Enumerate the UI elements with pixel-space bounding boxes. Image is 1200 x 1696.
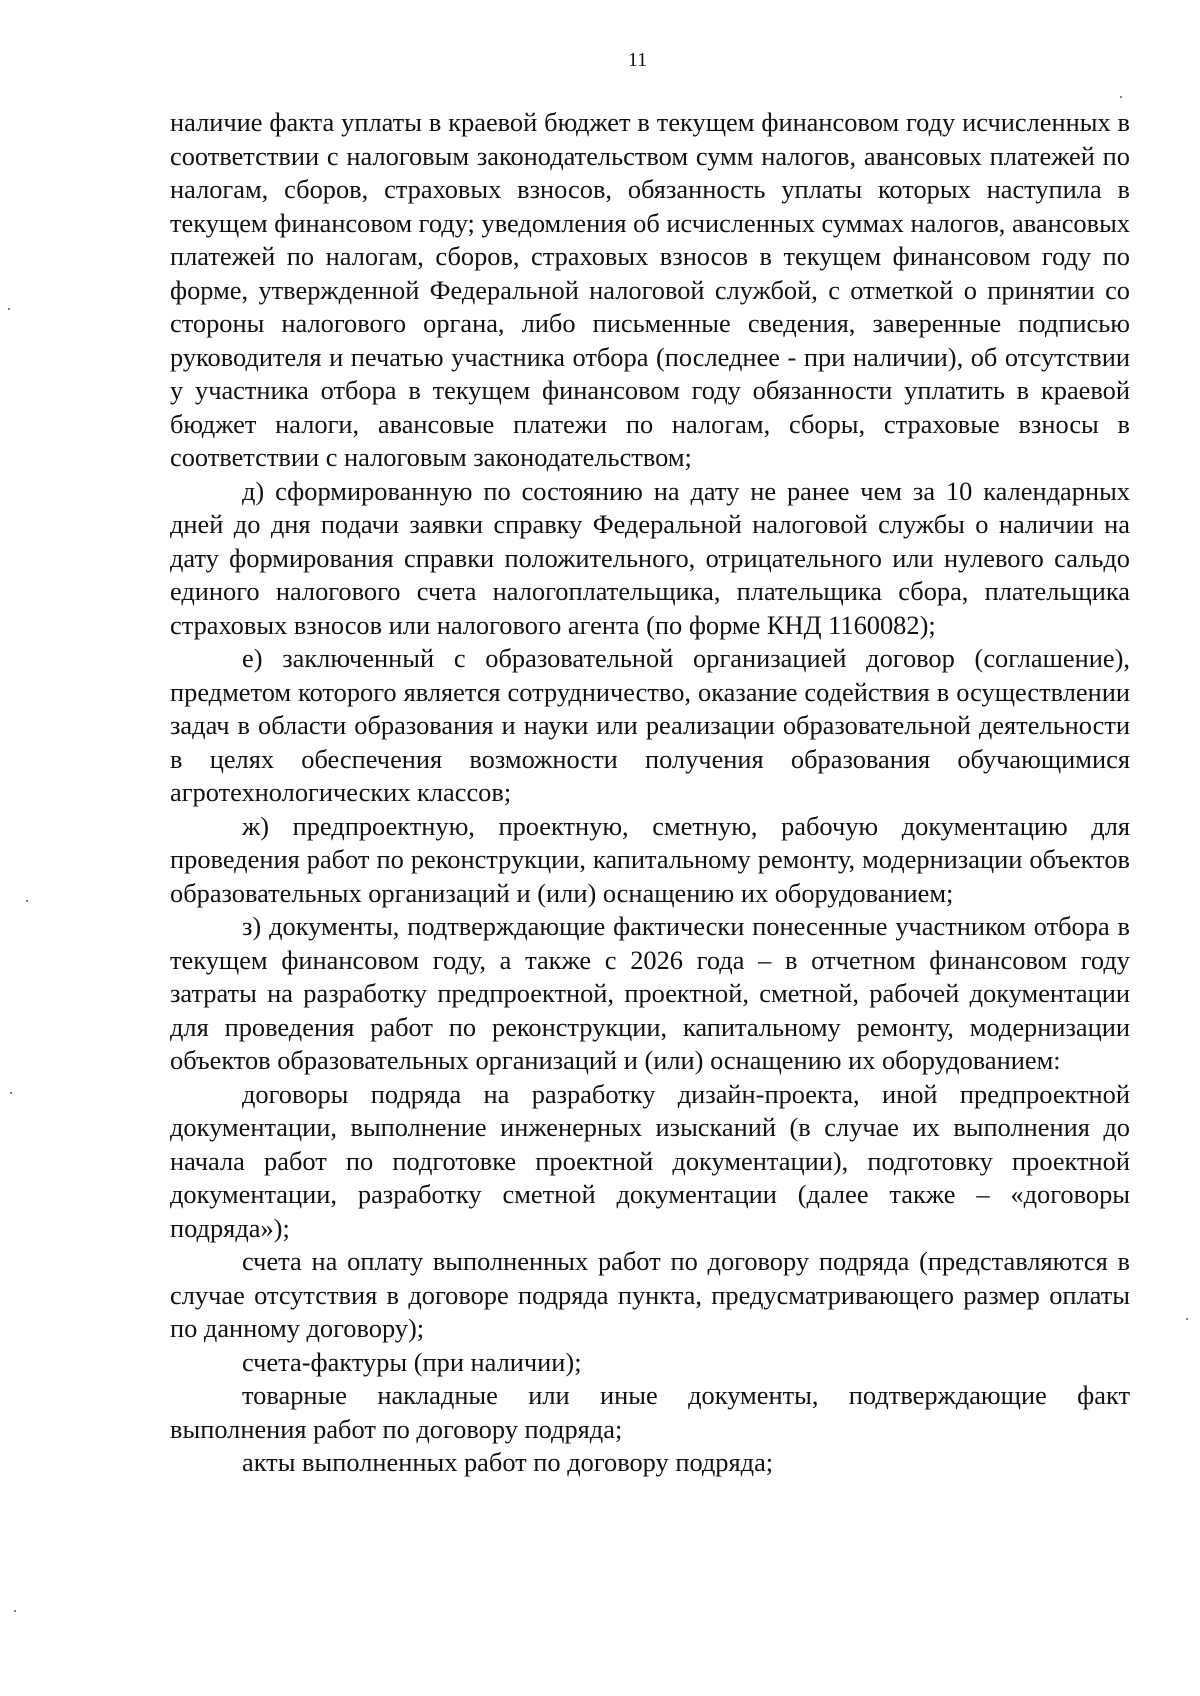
paragraph-payment-invoices: счета на оплату выполненных работ по договору подряда (представляются в случае отсутствия в договоре подряда пункта, предусматривающего размер оплаты по данному договору); (170, 1246, 1130, 1343)
scan-speck (1120, 96, 1122, 98)
scan-speck (10, 1092, 12, 1094)
paragraph-waybills: товарные накладные или иные документы, подтверждающие факт выполнения работ по договору подряда; (170, 1380, 1130, 1444)
paragraph-item-d: д) сформированную по состоянию на дату не ранее чем за 10 календарных дней до дня подачи заявки справку Федеральной налоговой службы о наличии на дату формирования справки положительного, отрицательного или нулевого сальдо единого налогового счета налогоплательщика, плательщика сбора, плательщика страховых взносов или налогового агента (по форме КНД 1160082); (170, 475, 1130, 640)
paragraph-item-e: е) заключенный с образовательной организацией договор (соглашение), предметом которого является сотрудничество, оказание содействия в осуществлении задач в области образования и науки или реализации образовательной деятельности в целях обеспечения возможности получения образования обучающимися агротехнологических классов; (170, 643, 1130, 807)
paragraph-item-zh: ж) предпроектную, проектную, сметную, рабочую документацию для проведения работ по реконструкции, капитальному ремонту, модернизации объектов образовательных организаций и (или) оснащению их оборудованием; (170, 810, 1130, 908)
paragraph-completion-acts: акты выполненных работ по договору подряда; (242, 1447, 774, 1477)
page-number: 11 (627, 49, 648, 71)
paragraph-tax-payment-continuation: наличие факта уплаты в краевой бюджет в текущем финансовом году исчисленных в соответствии с налоговым законодательством сумм налогов, авансовых платежей по налогам, сборов, страховых взносов, обязанность уплаты которых наступила в текущем финансовом году; уведомления об исчисленных суммах налогов, авансовых платежей по налогам, сборов, страховых взносов в текущем финансовом году по форме, утвержденной Федеральной налоговой службой, с отметкой о принятии со стороны налогового органа, либо письменные сведения, заверенные подписью руководителя и печатью участника отбора (последнее - при наличии), об отсутствии у участника отбора в текущем финансовом году обязанности уплатить в краевой бюджет налоги, авансовые платежи по налогам, сборы, страховые взносы в соответствии с налоговым законодательством; (170, 107, 1130, 472)
scan-speck (26, 900, 28, 902)
scan-speck (1186, 1318, 1188, 1320)
paragraph-item-z: з) документы, подтверждающие фактически понесенные участником отбора в текущем финансовом году, а также с 2026 года – в отчетном финансовом году затраты на разработку предпроектной, проектной, сметной, рабочей документации для проведения работ по реконструкции, капитальному ремонту, модернизации объектов образовательных организаций и (или) оснащению их оборудованием: (170, 911, 1130, 1075)
paragraph-vat-invoices: счета-фактуры (при наличии); (242, 1346, 582, 1377)
scan-speck (8, 308, 10, 310)
scan-speck (14, 1610, 16, 1612)
paragraph-contracts: договоры подряда на разработку дизайн-проекта, иной предпроектной документации, выполнение инженерных изысканий (в случае их выполнения до начала работ по подготовке проектной документации), подготовку проектной документации, разработку сметной документации (далее также – «договоры подряда»); (170, 1078, 1130, 1243)
document-body (170, 106, 1130, 1480)
